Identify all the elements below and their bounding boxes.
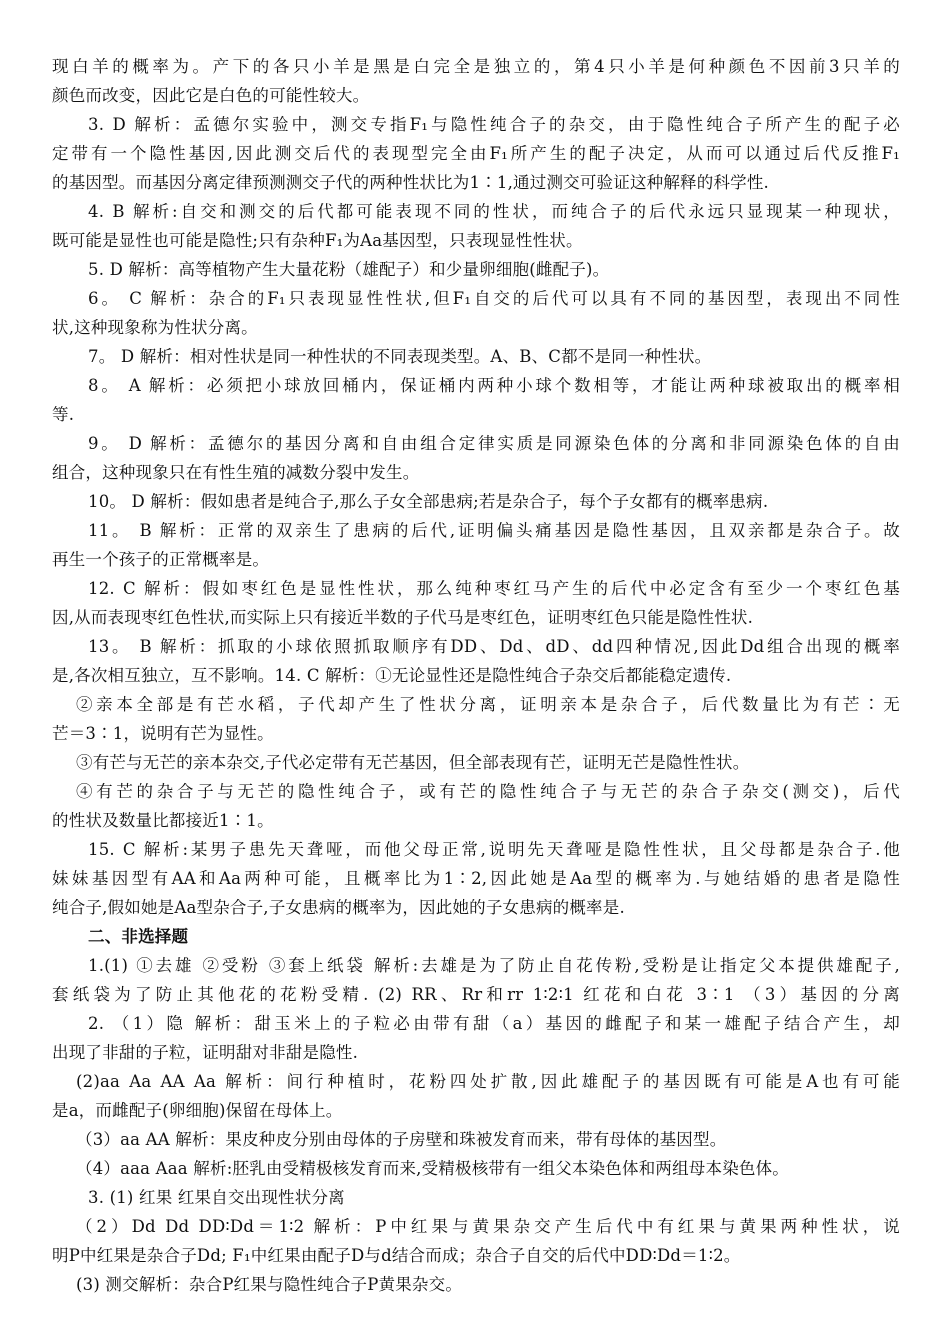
text-line: 10。 D 解析：假如患者是纯合子,那么子女全部患病;若是杂合子，每个子女都有的概率患病. [88, 492, 769, 511]
text-line: 芒＝3∶1，说明有芒为显性。 [52, 724, 274, 743]
text-line: （3）aa AA 解析：果皮种皮分别由母体的子房壁和珠被发育而来，带有母体的基因型。 [76, 1130, 727, 1149]
text-line: ④有芒的杂合子与无芒的隐性纯合子，或有芒的隐性纯合子与无芒的杂合子杂交(测交)，后代 [76, 782, 900, 801]
text-line: 纯合子,假如她是Aa型杂合子,子女患病的概率为，因此她的子女患病的概率是. [52, 898, 625, 917]
text-line: 明P中红果是杂合子Dd; F₁中红果由配子D与d结合而成；杂合子自交的后代中DD∶Dd＝1∶2。 [52, 1246, 741, 1265]
text-line: 套纸袋为了防止其他花的花粉受精. (2) RR、Rr和rr 1∶2∶1 红花和白花 3∶1 （3）基因的分离 [52, 985, 900, 1004]
text-line: 现白羊的概率为。产下的各只小羊是黑是白完全是独立的，第4只小羊是何种颜色不因前3只羊的 [52, 57, 900, 76]
text-line: 组合，这种现象只在有性生殖的减数分裂中发生。 [52, 463, 420, 482]
text-line: 出现了非甜的子粒，证明甜对非甜是隐性. [52, 1043, 359, 1062]
text-line: 既可能是显性也可能是隐性;只有杂种F₁为Aa基因型，只表现显性性状。 [52, 231, 583, 250]
text-line: 4. B 解析:自交和测交的后代都可能表现不同的性状，而纯合子的后代永远只显现某一种现状， [88, 202, 900, 221]
text-line: 13。 B 解析：抓取的小球依照抓取顺序有DD、Dd、dD、dd四种情况,因此Dd组合出现的概率 [88, 637, 900, 656]
text-line: 7。 D 解析：相对性状是同一种性状的不同表现类型。A、B、C都不是同一种性状。 [88, 347, 712, 366]
text-line: 2. （1）隐 解析：甜玉米上的子粒必由带有甜（a）基因的雌配子和某一雄配子结合产生，却 [88, 1014, 900, 1033]
text-line: 1.(1) ①去雄 ②受粉 ③套上纸袋 解析:去雄是为了防止自花传粉,受粉是让指定父本提供雄配子, [88, 956, 900, 975]
text-line: 等. [52, 405, 75, 424]
document-body [52, 52, 900, 1299]
text-line: (3) 测交解析：杂合P红果与隐性纯合子P黄果杂交。 [76, 1275, 463, 1294]
text-line: （2）Dd Dd DD∶Dd＝1∶2 解析：P中红果与黄果杂交产生后代中有红果与黄果两种性状，说 [76, 1217, 900, 1236]
text-line: 9。 D 解析：孟德尔的基因分离和自由组合定律实质是同源染色体的分离和非同源染色体的自由 [88, 434, 900, 453]
text-line: 是a，而雌配子(卵细胞)保留在母体上。 [52, 1101, 343, 1120]
text-line: 12. C 解析：假如枣红色是显性性状，那么纯种枣红马产生的后代中必定含有至少一个枣红色基 [88, 579, 900, 598]
text-line: 定带有一个隐性基因,因此测交后代的表现型完全由F₁所产生的配子决定，从而可以通过后代反推F₁ [52, 144, 900, 163]
text-line: (2)aa Aa AA Aa 解析：间行种植时，花粉四处扩散,因此雄配子的基因既有可能是A也有可能 [76, 1072, 900, 1091]
text-line: 颜色而改变，因此它是白色的可能性较大。 [52, 86, 370, 105]
text-line: ③有芒与无芒的亲本杂交,子代必定带有无芒基因，但全部表现有芒，证明无芒是隐性性状。 [76, 753, 750, 772]
text-line: 3. (1) 红果 红果自交出现性状分离 [88, 1188, 345, 1207]
text-line: 5. D 解析：高等植物产生大量花粉（雄配子）和少量卵细胞(雌配子)。 [88, 260, 610, 279]
text-line: 再生一个孩子的正常概率是。 [52, 550, 270, 569]
text-line: 6。 C 解析：杂合的F₁只表现显性性状,但F₁自交的后代可以具有不同的基因型，表现出不同性 [88, 289, 900, 308]
text-line: 是,各次相互独立，互不影响。14. C 解析：①无论显性还是隐性纯合子杂交后都能稳定遗传. [52, 666, 732, 685]
text-line: 8。 A 解析：必须把小球放回桶内，保证桶内两种小球个数相等，才能让两种球被取出的概率相 [88, 376, 900, 395]
text-line: 二、非选择题 [88, 927, 189, 946]
text-line: ②亲本全部是有芒水稻，子代却产生了性状分离，证明亲本是杂合子，后代数量比为有芒∶无 [76, 695, 900, 714]
text-line: 3. D 解析：孟德尔实验中，测交专指F₁与隐性纯合子的杂交，由于隐性纯合子所产生的配子必 [88, 115, 900, 134]
text-line: 的性状及数量比都接近1∶1。 [52, 811, 274, 830]
text-line: 妹妹基因型有AA和Aa两种可能，且概率比为1∶2,因此她是Aa型的概率为.与她结婚的患者是隐性 [52, 869, 900, 888]
text-line: 15. C 解析:某男子患先天聋哑，而他父母正常,说明先天聋哑是隐性性状，且父母都是杂合子.他 [88, 840, 900, 859]
text-line: （4）aaa Aaa 解析:胚乳由受精极核发育而来,受精极核带有一组父本染色体和两组母本染色体。 [76, 1159, 789, 1178]
text-line: 因,从而表现枣红色性状,而实际上只有接近半数的子代马是枣红色，证明枣红色只能是隐性性状. [52, 608, 754, 627]
text-line: 的基因型。而基因分离定律预测测交子代的两种性状比为1∶1,通过测交可验证这种解释的科学性. [52, 173, 769, 192]
text-line: 状,这种现象称为性状分离。 [52, 318, 258, 337]
text-line: 11。 B 解析：正常的双亲生了患病的后代,证明偏头痛基因是隐性基因，且双亲都是杂合子。故 [88, 521, 900, 540]
